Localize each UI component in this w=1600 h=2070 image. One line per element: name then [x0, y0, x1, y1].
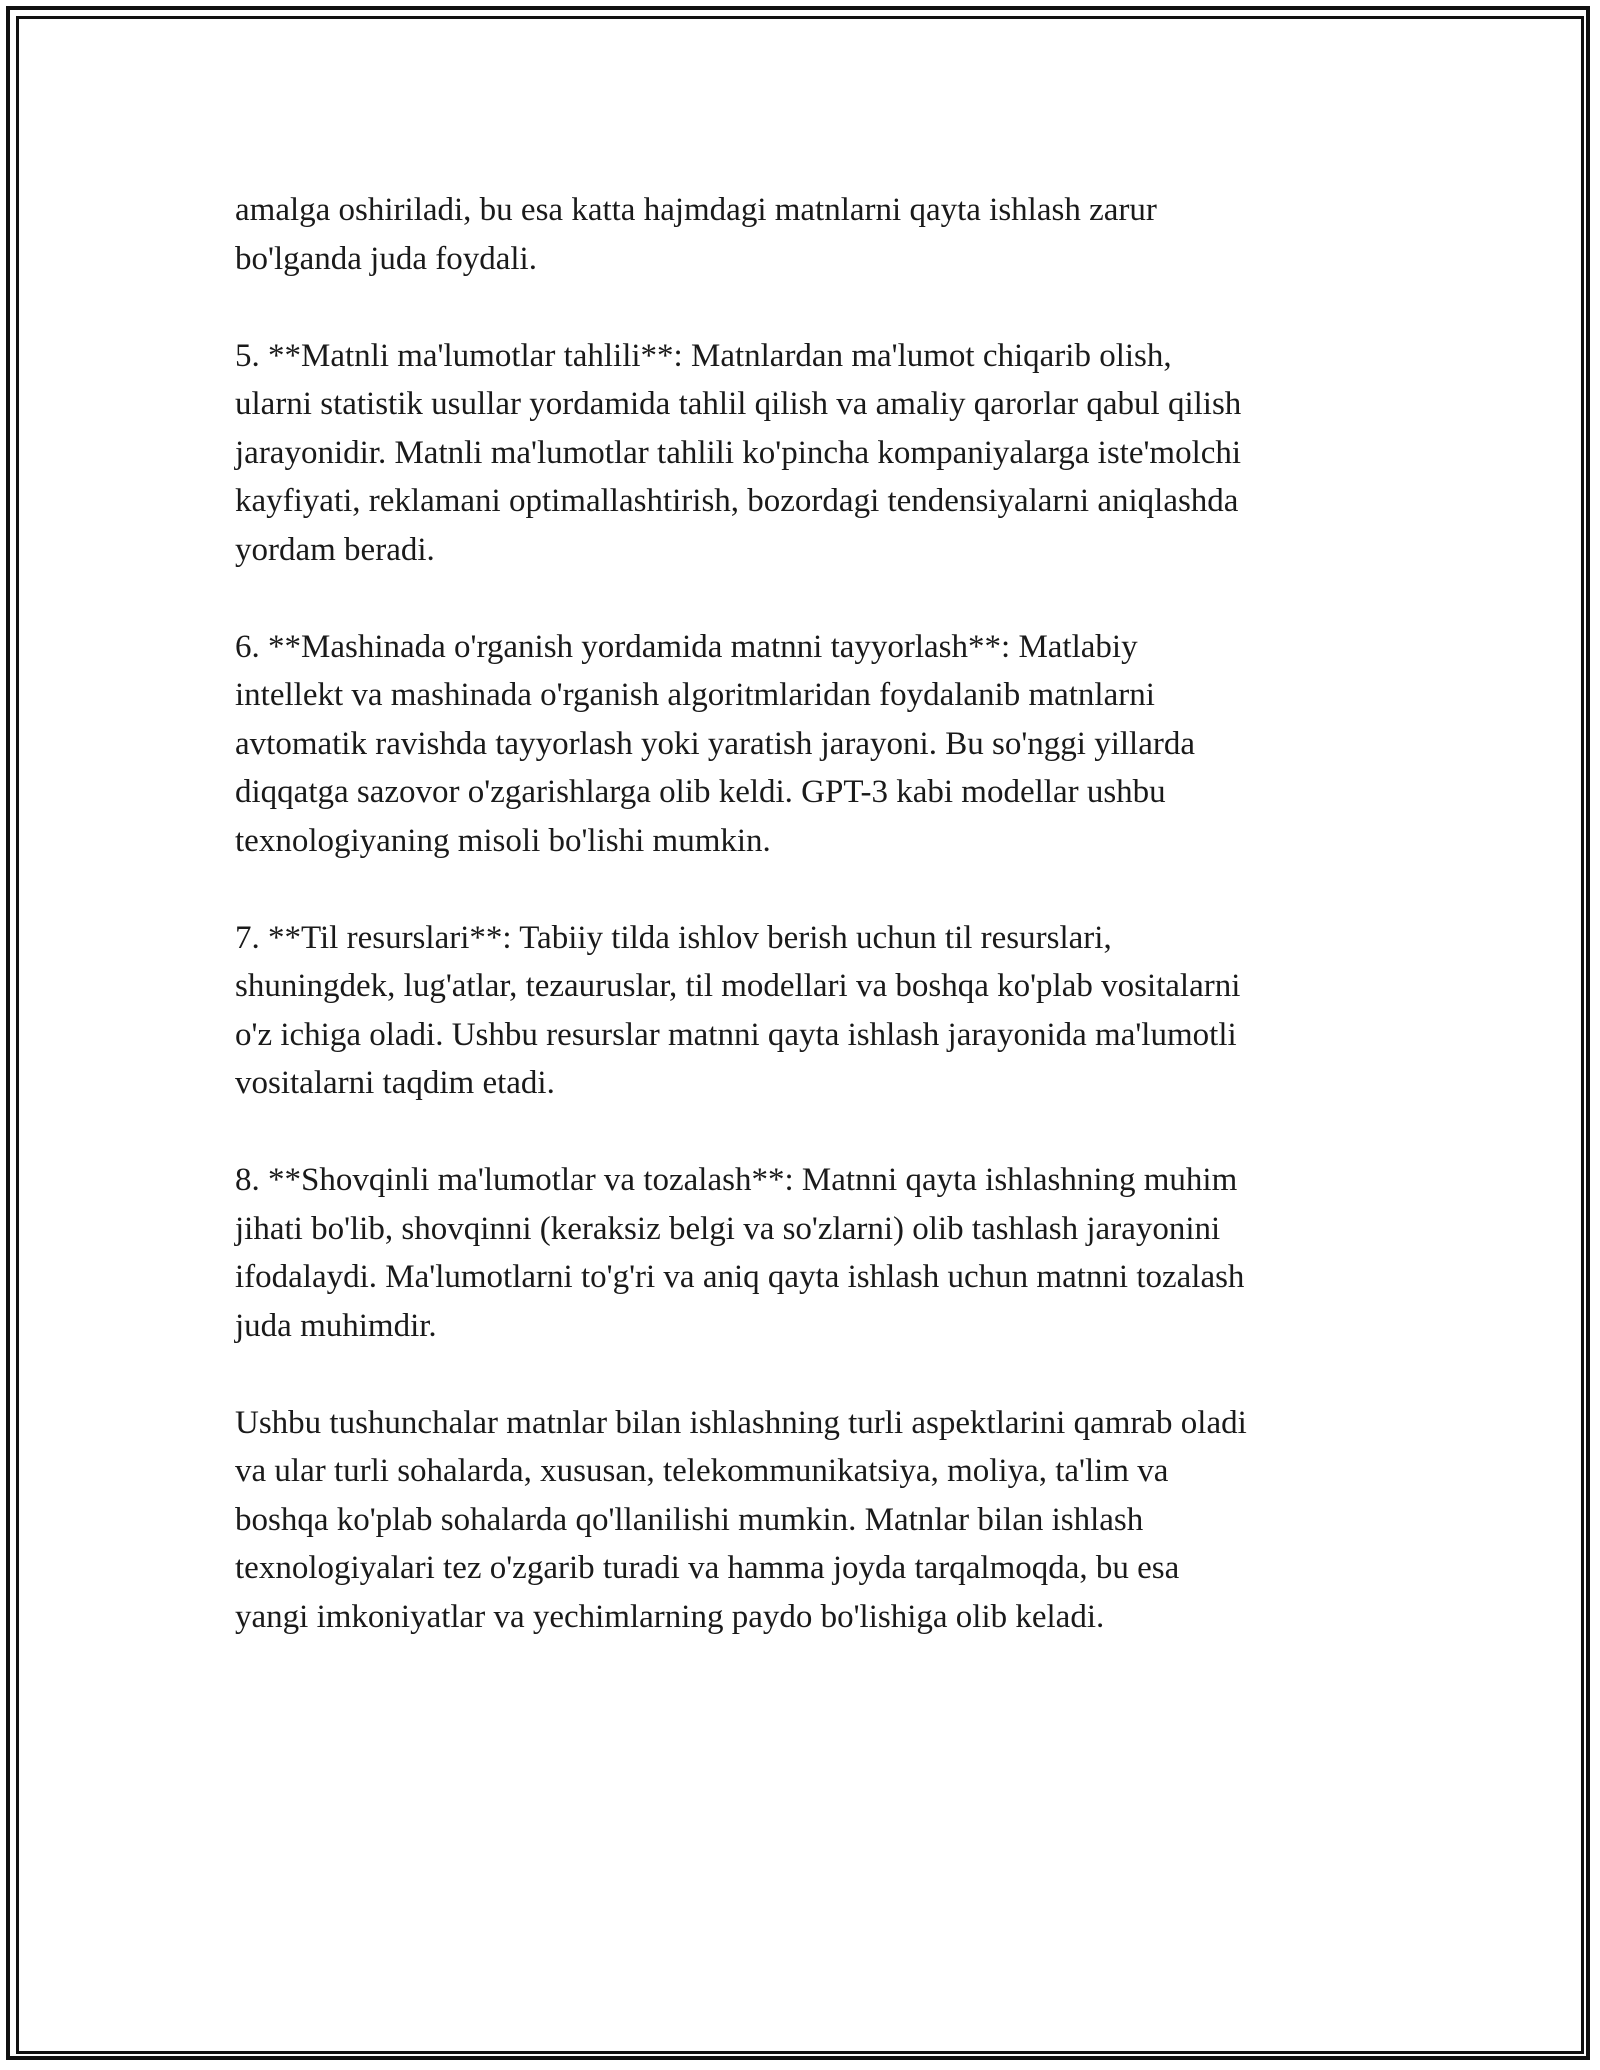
paragraph-item-7: 7. **Til resurslari**: Tabiiy tilda ishlov berish uchun til resurslari, shuningdek, lug'atlar, tezauruslar, til modellari va boshqa ko'plab vositalarni o'z ichiga oladi. Ushbu resurslar matnni qayta ishlash jarayonida ma'lumotli vositalarni taqdim etadi. — [235, 919, 1241, 1101]
paragraph-item-8: 8. **Shovqinli ma'lumotlar va tozalash**: Matnni qayta ishlashning muhim jihati bo'lib, shovqinni (keraksiz belgi va so'zlarni) olib tashlash jarayonini ifodalaydi. Ma'lumotlarni to'g'ri va aniq qayta ishlash uchun matnni tozalash juda muhimdir. — [235, 1162, 1245, 1344]
paragraph-conclusion: Ushbu tushunchalar matnlar bilan ishlashning turli aspektlarini qamrab oladi va ular turli sohalarda, xususan, telekommunikatsiya, moliya, ta'lim va boshqa ko'plab sohalarda qo'llanilishi mumkin. Matnlar bilan ishlash texnologiyalari tez o'zgarib turadi va hamma joyda tarqalmoqda, bu esa yangi imkoniyatlar va yechimlarning paydo bo'lishiga olib keladi. — [235, 1404, 1247, 1635]
document-body — [235, 186, 1370, 1690]
paragraph-item-5: 5. **Matnli ma'lumotlar tahlili**: Matnlardan ma'lumot chiqarib olish, ularni statistik usullar yordamida tahlil qilish va amaliy qarorlar qabul qilish jarayonidir. Matnli ma'lumotlar tahlili ko'pincha kompaniyalarga iste'molchi kayfiyati, reklamani optimallashtirish, bozordagi tendensiyalarni aniqlashda yordam beradi. — [235, 337, 1242, 568]
paragraph-item-6: 6. **Mashinada o'rganish yordamida matnni tayyorlash**: Matlabiy intellekt va mashinada o'rganish algoritmlaridan foydalanib matnlarni avtomatik ravishda tayyorlash yoki yaratish jarayoni. Bu so'nggi yillarda diqqatga sazovor o'zgarishlarga olib keldi. GPT-3 kabi modellar ushbu texnologiyaning misoli bo'lishi mumkin. — [235, 628, 1195, 859]
paragraph-continuation: amalga oshiriladi, bu esa katta hajmdagi matnlarni qayta ishlash zarur bo'lganda juda foydali. — [235, 192, 1157, 277]
